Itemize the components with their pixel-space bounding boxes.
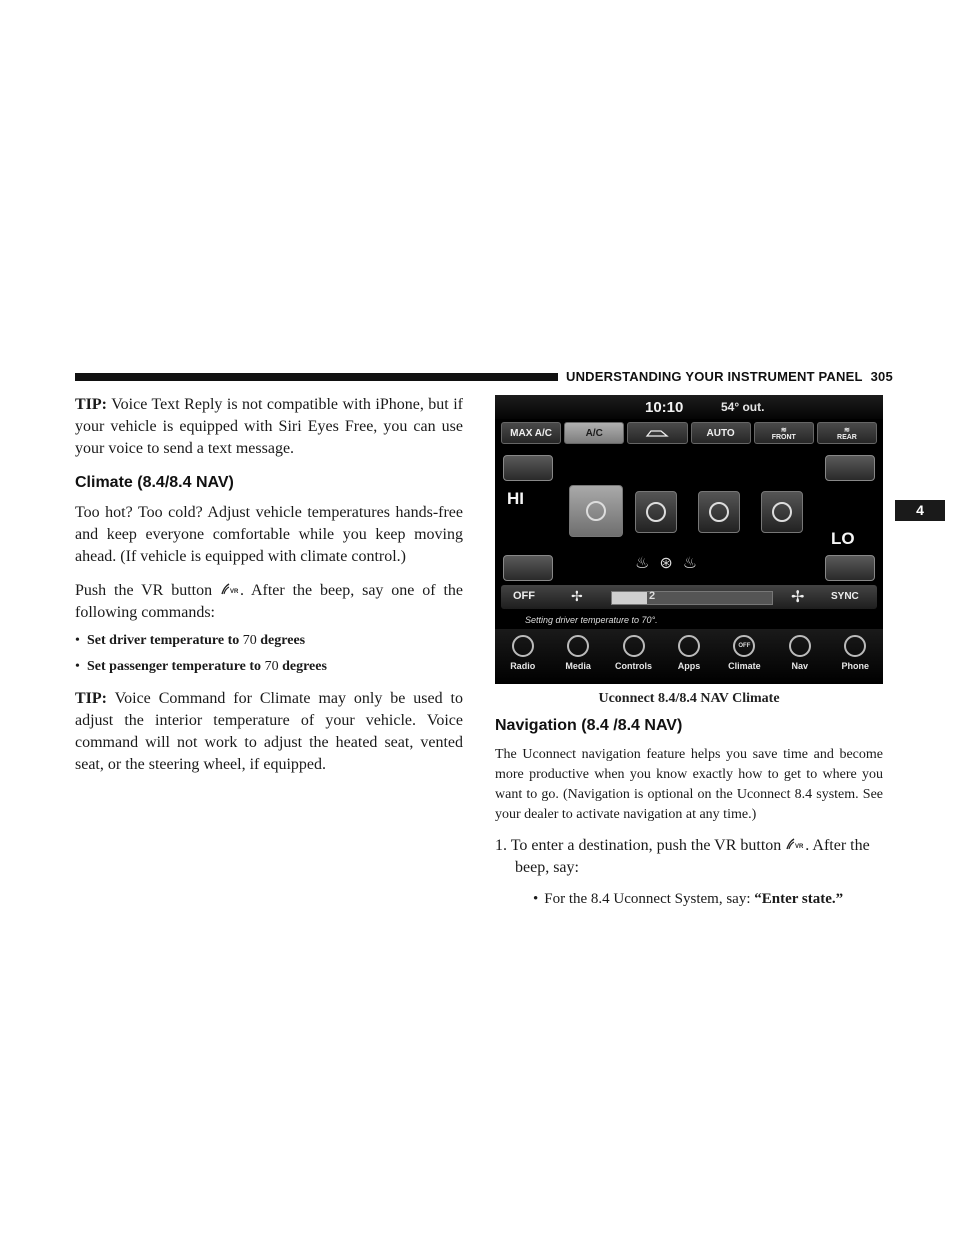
bullet-command: Set driver temperature to [87,633,240,648]
dock-apps [664,629,714,684]
vr-instruction [75,580,463,624]
screen-status-bar [495,395,883,419]
svg-text:VR: VR [229,589,239,595]
bullet-value: 70 [242,633,257,648]
front-defrost-button [754,422,814,444]
vr-text-a: Push the VR button [75,582,213,599]
auto-button: AUTO [691,422,751,444]
dock-label: Apps [677,661,701,671]
vr-button-icon [785,837,805,851]
bullet-unit: degrees [282,659,327,674]
numbered-step [495,835,883,879]
dock-phone [830,629,880,684]
bullet-unit: degrees [260,633,306,648]
dock-climate [719,629,769,684]
driver-temp-down-icon [503,555,553,581]
dock-label: Climate [728,661,761,671]
right-column [495,705,883,909]
climate-paragraph: Too hot? Too cold? Adjust vehicle temperatures hands-free and keep everyone comfortable while you keep moving ahead. (If vehicle is equipped with climate control.) [75,504,463,565]
tip-text: Voice Command for Climate may only be used to adjust the interior temperature of your vehicle. Voice command will not work to adjust the heated seat, vented seat, or the steering wheel, if equipped. [75,690,463,773]
dock-label: Controls [615,661,653,671]
fan-off-label: OFF [513,590,535,602]
app-dock [495,629,883,684]
navigation-heading: Navigation (8.4 /8.4 NAV) [495,717,683,734]
vent-bilevel-mode-icon [635,491,677,533]
navigation-paragraph: The Uconnect navigation feature helps you save time and become more productive when you know exactly how to get to where you want to go. (Navigation is optional on the Uconnect 8.4 system. See your dealer to activate navigation at any time.) [495,747,883,822]
car-recirculate-icon [645,427,669,439]
driver-temp-value: HI [507,489,524,508]
fan-speed-row [501,585,877,609]
front-defrost-icon: ≋ [780,426,787,434]
ac-button: A/C [564,422,624,444]
section-title: UNDERSTANDING YOUR INSTRUMENT PANEL [566,369,863,384]
bullet-item: • Set driver temperature to 70 degrees [75,633,306,648]
passenger-temp-control [825,455,873,583]
fan-speed-fill [612,592,647,604]
sub-bullet-command: “Enter state.” [754,891,844,907]
tip-label: TIP: [75,396,107,413]
fan-low-icon: ✢ [571,588,583,604]
tip-paragraph [75,394,463,460]
dock-nav [775,629,825,684]
outside-temperature: 54° out. [721,400,765,414]
vr-text-b: . After the beep, say one of the following commands: [75,582,463,621]
radio-icon [512,635,534,657]
dock-label: Media [565,661,591,671]
sub-bullet-item: • For the 8.4 Uconnect System, say: “Enter state.” [533,891,844,907]
fan-speed-value: 2 [649,590,656,602]
climate-heading: Climate (8.4/8.4 NAV) [75,474,234,491]
bullet-command: Set passenger temperature to [87,659,262,674]
passenger-temp-value: LO [831,529,855,548]
dock-label: Nav [791,661,809,671]
controls-icon [623,635,645,657]
step-text-b: . After the beep, say: [515,837,870,876]
rear-defrost-icon: ≋ [844,426,850,434]
media-icon [567,635,589,657]
phone-icon [844,635,866,657]
climate-screen-image [495,395,883,684]
tip-paragraph-2 [75,688,463,776]
vr-button-icon [220,582,240,596]
left-column [75,394,463,776]
clock: 10:10 [645,399,684,416]
front-defrost-label: FRONT [771,433,796,441]
passenger-temp-down-icon [825,555,875,581]
dock-radio [498,629,548,684]
fan-speed-bar [611,591,773,605]
dock-label: Radio [510,661,536,671]
page-number: 305 [870,369,893,384]
seat-controls-icons: ♨⊛♨ [635,555,708,572]
chapter-tab: 4 [895,500,945,521]
sub-bullet-text: For the 8.4 Uconnect System, say: [544,891,751,907]
climate-icon: OFF [733,635,755,657]
bullet-item: • Set passenger temperature to 70 degrees [75,659,327,674]
figure-caption: Uconnect 8.4/8.4 NAV Climate [598,691,780,706]
recirculation-button [627,422,687,444]
rear-defrost-label: REAR [837,433,857,441]
dock-label: Phone [841,661,869,671]
apps-icon [678,635,700,657]
dock-controls [609,629,659,684]
vent-defrost-mode-icon [761,491,803,533]
bullet-value: 70 [264,659,279,674]
svg-text:VR: VR [795,844,804,850]
rear-defrost-button [817,422,877,444]
voice-status-message: Setting driver temperature to 70°. [525,615,658,625]
driver-temp-control [503,455,551,583]
tip-text: Voice Text Reply is not compatible with iPhone, but if your vehicle is equipped with Siri Eyes Free, you can use your voice to send a text message. [75,396,463,457]
dock-media [553,629,603,684]
nav-icon [789,635,811,657]
fan-high-icon: ✢ [791,589,805,606]
vent-floor-mode-icon [698,491,740,533]
climate-mode-buttons [501,422,877,444]
step-text-a: 1. To enter a destination, push the VR button [495,837,782,854]
passenger-temp-up-icon [825,455,875,481]
vent-panel-mode-icon [569,485,623,537]
sync-button: SYNC [831,591,859,602]
running-header [566,369,893,384]
max-ac-button: MAX A/C [501,422,561,444]
header-rule [75,373,558,381]
driver-temp-up-icon [503,455,553,481]
tip-label: TIP: [75,690,107,707]
